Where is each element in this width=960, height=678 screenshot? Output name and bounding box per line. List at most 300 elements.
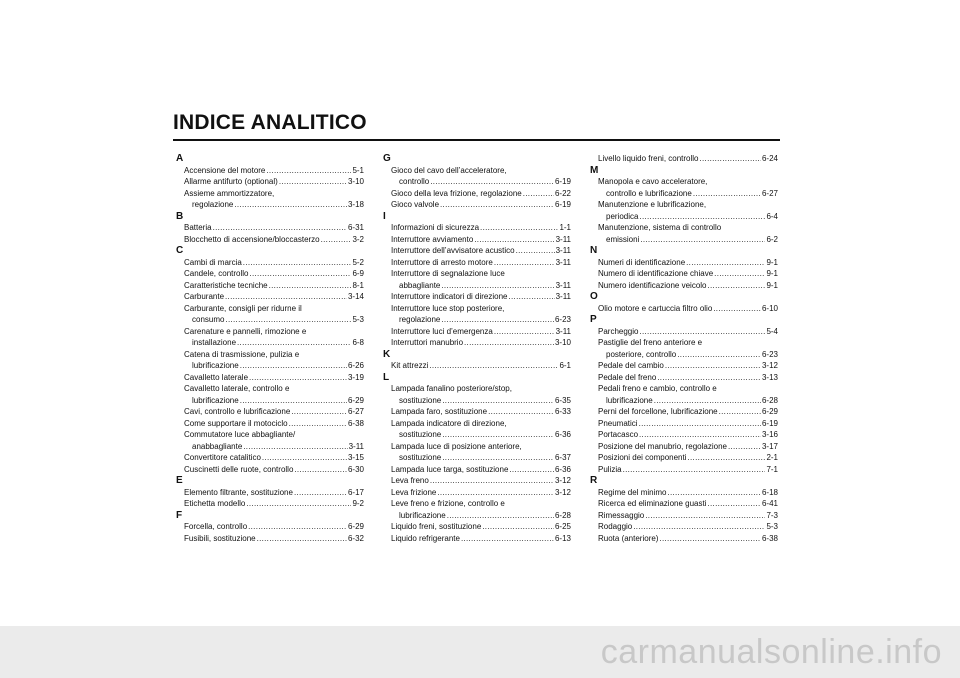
dot-leader [243, 441, 347, 453]
entry-heading-line: Carburante, consigli per ridurne il [184, 303, 302, 313]
dot-leader [488, 406, 554, 418]
entry-page-number: 3-11 [555, 234, 571, 244]
entry-page-number: 5-3 [766, 522, 778, 531]
index-entry [590, 222, 778, 245]
dot-leader [657, 372, 761, 384]
entry-page-number: 6-1 [559, 361, 571, 370]
entry-heading-line: Lampada indicatore di direzione, [391, 418, 507, 428]
entry-page-number: 3-11 [555, 292, 571, 301]
index-section [383, 211, 571, 349]
entry-page-number: 6-30 [347, 464, 364, 474]
dot-leader [713, 303, 761, 315]
entry-heading-line: Lampada fanalino posteriore/stop, [391, 384, 512, 393]
index-entry [383, 326, 571, 338]
dot-leader [249, 268, 351, 280]
entry-label: sostituzione [399, 430, 442, 439]
dot-leader [719, 406, 761, 418]
dot-leader [654, 395, 761, 407]
entry-page-number: 3-19 [347, 372, 364, 382]
entry-page-number: 6-23 [761, 349, 778, 359]
entry-label: Numeri di identificazione [598, 257, 686, 267]
entry-label: Numero di identificazione chiave [598, 269, 714, 278]
entry-page-number: 5-1 [352, 165, 364, 175]
entry-label: lubrificazione [192, 395, 239, 405]
entry-page-number: 6-4 [766, 211, 778, 221]
dot-leader [494, 326, 555, 338]
dot-leader [523, 188, 554, 200]
entry-label: emissioni [606, 234, 640, 244]
watermark-banner [0, 626, 960, 678]
entry-page-number: 3-11 [555, 257, 571, 267]
entry-label: installazione [192, 338, 237, 347]
dot-leader [291, 406, 347, 418]
entry-page-number: 3-2 [352, 234, 364, 244]
index-entry [176, 452, 364, 464]
dot-leader [688, 452, 766, 464]
dot-leader [262, 452, 347, 464]
index-entry [176, 498, 364, 510]
section-letter: C [176, 245, 184, 256]
index-entry [383, 234, 571, 246]
entry-label: Numero identificazione veicolo [598, 280, 707, 290]
entry-label: abbagliante [399, 280, 441, 290]
dot-leader [240, 395, 347, 407]
entry-label: Gioco valvole [391, 200, 440, 209]
entry-label: sostituzione [399, 395, 442, 405]
entry-page-number: 6-33 [554, 407, 571, 416]
index-entry [590, 153, 778, 165]
entry-page-number: 6-29 [347, 395, 364, 405]
section-letter: P [590, 314, 597, 325]
dot-leader [294, 464, 347, 476]
entry-page-number: 6-17 [347, 487, 364, 497]
section-letter: A [176, 153, 184, 164]
index-entry [176, 257, 364, 269]
entry-label: Kit attrezzi [391, 361, 429, 370]
index-entry [590, 498, 778, 510]
entry-page-number: 3-11 [348, 441, 364, 451]
dot-leader [430, 176, 554, 188]
section-letter: E [176, 475, 183, 486]
entry-heading-line: Gioco del cavo dell’acceleratore, [391, 165, 507, 175]
index-column-3 [590, 153, 778, 544]
watermark-text: carmanualsonline.info [600, 633, 942, 671]
entry-page-number: 5-2 [352, 257, 364, 267]
entry-page-number: 6-2 [766, 234, 778, 244]
entry-page-number: 5-4 [766, 326, 778, 336]
dot-leader [213, 222, 347, 234]
entry-label: Gioco della leva frizione, regolazione [391, 188, 522, 198]
dot-leader [266, 165, 351, 177]
entry-label: posteriore, controllo [606, 349, 677, 359]
entry-label: Posizioni dei componenti [598, 453, 687, 462]
dot-leader [461, 533, 554, 545]
entry-label: Batteria [184, 223, 212, 232]
index-entry [590, 533, 778, 545]
index-column-2 [383, 153, 571, 544]
entry-page-number: 6-28 [554, 510, 571, 520]
entry-label: Carburante [184, 292, 225, 301]
dot-leader [708, 498, 761, 510]
index-entry [590, 326, 778, 338]
dot-leader [441, 280, 554, 292]
entry-page-number: 6-37 [554, 453, 571, 462]
dot-leader [289, 418, 347, 430]
entry-label: Leva freno [391, 476, 429, 485]
entry-label: Liquido freni, sostituzione [391, 522, 482, 531]
entry-label: Fusibili, sostituzione [184, 533, 256, 543]
entry-label: consumo [192, 315, 225, 324]
entry-page-number: 6-36 [554, 430, 571, 439]
dot-leader [645, 510, 765, 522]
dot-leader [237, 337, 351, 349]
dot-leader [442, 452, 554, 464]
entry-page-number: 7-1 [766, 464, 778, 474]
entry-page-number: 3-10 [554, 338, 571, 347]
entry-label: Blocchetto di accensione/bloccasterzo [184, 234, 320, 244]
entry-label: Posizione del manubrio, regolazione [598, 441, 727, 451]
entry-label: Pneumatici [598, 418, 638, 428]
entry-heading-line: Lampada luce di posizione anteriore, [391, 441, 522, 451]
entry-label: Leva frizione [391, 487, 437, 497]
index-entry [383, 464, 571, 476]
index-entry [383, 303, 571, 326]
index-entry [383, 222, 571, 234]
entry-label: Candele, controllo [184, 269, 249, 278]
index-entry [176, 533, 364, 545]
section-letter: R [590, 475, 598, 486]
entry-heading-line: Catena di trasmissione, pulizia e [184, 349, 300, 359]
index-entry [176, 383, 364, 406]
index-entry [590, 464, 778, 476]
section-letter: N [590, 245, 598, 256]
entry-heading-line: Assieme ammortizzatore, [184, 188, 275, 198]
dot-leader [240, 360, 347, 372]
entry-page-number: 9-2 [352, 499, 364, 508]
entry-label: Interruttore di arresto motore [391, 257, 493, 267]
dot-leader [665, 360, 761, 372]
index-entry [176, 464, 364, 476]
dot-leader [640, 234, 765, 246]
entry-label: Accensione del motore [184, 165, 266, 175]
entry-heading-line: Leve freno e frizione, controllo e [391, 499, 505, 508]
dot-leader [279, 176, 347, 188]
index-entry [383, 487, 571, 499]
index-entry [590, 383, 778, 406]
entry-label: Olio motore e cartuccia filtro olio [598, 303, 713, 313]
index-entry [383, 521, 571, 533]
entry-label: anabbagliante [192, 441, 243, 451]
entry-heading-line: Manutenzione e lubrificazione, [598, 200, 707, 209]
index-entry [383, 245, 571, 257]
dot-leader [639, 429, 761, 441]
index-entry [176, 165, 364, 177]
index-entry [590, 360, 778, 372]
entry-page-number: 3-12 [554, 476, 571, 485]
index-section [383, 349, 571, 372]
entry-heading-line: Pastiglie del freno anteriore e [598, 338, 703, 347]
index-entry [383, 188, 571, 200]
index-entry [590, 441, 778, 453]
index-entry [176, 521, 364, 533]
entry-label: Interruttore avviamento [391, 234, 474, 244]
entry-page-number: 6-38 [347, 418, 364, 428]
dot-leader [225, 314, 351, 326]
dot-leader [442, 429, 554, 441]
entry-page-number: 6-8 [352, 338, 364, 347]
index-section [383, 372, 571, 545]
entry-label: Interruttore indicatori di direzione [391, 292, 508, 301]
index-section [590, 165, 778, 246]
entry-heading-line: Commutatore luce abbagliante/ [184, 430, 296, 439]
entry-label: Forcella, controllo [184, 522, 248, 531]
dot-leader [686, 257, 765, 269]
dot-leader [667, 487, 761, 499]
entry-page-number: 3-11 [555, 326, 571, 336]
dot-leader [714, 268, 765, 280]
entry-page-number: 6-19 [554, 177, 571, 186]
index-entry [176, 429, 364, 452]
entry-page-number: 6-25 [554, 522, 571, 531]
entry-heading-line: Carenature e pannelli, rimozione e [184, 326, 307, 336]
dot-leader [700, 153, 761, 165]
index-entry [590, 521, 778, 533]
entry-page-number: 3-17 [761, 441, 778, 451]
entry-label: lubrificazione [606, 395, 653, 405]
entry-page-number: 6-29 [761, 407, 778, 416]
dot-leader [482, 521, 554, 533]
index-entry [383, 475, 571, 487]
entry-label: regolazione [192, 200, 234, 209]
index-entry [176, 176, 364, 188]
entry-label: Rodaggio [598, 522, 633, 531]
dot-leader [243, 257, 352, 269]
dot-leader [480, 222, 558, 234]
entry-label: Perni del forcellone, lubrificazione [598, 407, 718, 416]
entry-heading-line: Pedali freno e cambio, controllo e [598, 384, 717, 393]
index-column-1 [176, 153, 364, 544]
entry-page-number: 6-22 [554, 188, 571, 198]
index-entry [590, 268, 778, 280]
entry-heading-line: Interruttore luce stop posteriore, [391, 303, 505, 313]
index-entry [176, 349, 364, 372]
index-section [176, 245, 364, 475]
index-section [590, 475, 778, 544]
dot-leader [639, 326, 765, 338]
index-entry [383, 257, 571, 269]
entry-page-number: 9-1 [766, 269, 778, 278]
index-entry [176, 418, 364, 430]
entry-page-number: 3-18 [347, 200, 364, 209]
page-title: INDICE ANALITICO [173, 111, 367, 134]
index-entry [383, 199, 571, 211]
entry-page-number: 6-24 [761, 154, 778, 163]
entry-label: Cavalletto laterale [184, 372, 249, 382]
section-letter: L [383, 371, 390, 383]
entry-label: Elemento filtrante, sostituzione [184, 487, 293, 497]
entry-page-number: 6-27 [761, 188, 778, 198]
entry-page-number: 3-12 [554, 487, 571, 497]
entry-label: Informazioni di sicurezza [391, 223, 480, 232]
entry-label: Rimessaggio [598, 510, 645, 520]
entry-label: Parcheggio [598, 326, 639, 336]
dot-leader [693, 188, 761, 200]
dot-leader [708, 280, 766, 292]
index-section [176, 211, 364, 246]
entry-page-number: 6-31 [347, 223, 364, 232]
dot-leader [447, 510, 554, 522]
dot-leader [494, 257, 555, 269]
index-entry [176, 222, 364, 234]
dot-leader [659, 533, 761, 545]
index-entry [176, 487, 364, 499]
index-entry [176, 326, 364, 349]
index-entry [590, 257, 778, 269]
entry-label: Convertitore catalitico [184, 453, 261, 462]
entry-page-number: 3-13 [761, 372, 778, 382]
entry-page-number: 6-35 [554, 395, 571, 405]
entry-page-number: 3-15 [347, 453, 364, 462]
index-entry [590, 429, 778, 441]
entry-page-number: 6-29 [347, 522, 364, 531]
dot-leader [269, 280, 352, 292]
entry-label: Cavi, controllo e lubrificazione [184, 407, 291, 416]
dot-leader [633, 521, 765, 533]
dot-leader [639, 211, 765, 223]
index-entry [383, 383, 571, 406]
entry-label: lubrificazione [192, 361, 239, 370]
index-entry [383, 360, 571, 372]
entry-label: Pedale del cambio [598, 361, 664, 370]
entry-label: Caratteristiche tecniche [184, 280, 268, 290]
entry-page-number: 6-26 [347, 361, 364, 370]
dot-leader [248, 521, 347, 533]
entry-page-number: 6-13 [554, 533, 571, 543]
dot-leader [257, 533, 347, 545]
entry-page-number: 6-23 [554, 315, 571, 324]
entry-page-number: 2-1 [766, 453, 778, 462]
entry-label: Lampada faro, sostituzione [391, 407, 488, 416]
entry-page-number: 6-28 [761, 395, 778, 405]
index-entry [590, 487, 778, 499]
entry-label: Liquido refrigerante [391, 533, 460, 543]
index-entry [590, 372, 778, 384]
entry-label: controllo e lubrificazione [606, 188, 692, 198]
entry-label: Pedale del freno [598, 372, 657, 382]
index-entry [383, 441, 571, 464]
entry-page-number: 6-41 [761, 499, 778, 508]
dot-leader [509, 464, 554, 476]
dot-leader [225, 291, 347, 303]
index-entry [383, 291, 571, 303]
entry-label: Etichetta modello [184, 499, 246, 508]
entry-page-number: 6-19 [554, 200, 571, 209]
index-section [383, 153, 571, 211]
dot-leader [294, 487, 347, 499]
entry-page-number: 8-1 [352, 280, 364, 290]
index-entry [590, 199, 778, 222]
entry-label: sostituzione [399, 453, 442, 462]
dot-leader [249, 372, 347, 384]
section-letter: F [176, 509, 183, 521]
dot-leader [246, 498, 351, 510]
entry-label: Lampada luce targa, sostituzione [391, 464, 509, 474]
index-section [590, 245, 778, 291]
entry-label: Come supportare il motociclo [184, 418, 288, 428]
index-entry [176, 303, 364, 326]
dot-leader [516, 245, 555, 257]
entry-page-number: 6-38 [761, 533, 778, 543]
index-entry [176, 291, 364, 303]
section-letter: O [590, 291, 598, 302]
section-letter: I [383, 210, 386, 222]
entry-page-number: 6-19 [761, 418, 778, 428]
entry-label: Portacasco [598, 430, 639, 439]
dot-leader [429, 360, 558, 372]
index-entry [590, 280, 778, 292]
section-letter: M [590, 164, 599, 176]
index-entry [383, 498, 571, 521]
index-entry [590, 418, 778, 430]
entry-label: Interruttore luci d’emergenza [391, 326, 493, 336]
entry-page-number: 5-3 [352, 315, 364, 324]
index-entry [176, 188, 364, 211]
dot-leader [442, 395, 554, 407]
entry-label: Regime del minimo [598, 487, 667, 497]
entry-label: controllo [399, 177, 430, 186]
dot-leader [464, 337, 554, 349]
entry-label: regolazione [399, 315, 441, 324]
entry-page-number: 3-10 [347, 177, 364, 186]
index-section [590, 291, 778, 314]
entry-label: Pulizia [598, 464, 622, 474]
index-entry [383, 533, 571, 545]
dot-leader [639, 418, 761, 430]
index-section [590, 314, 778, 475]
index-entry [590, 510, 778, 522]
entry-page-number: 6-27 [347, 407, 364, 416]
dot-leader [623, 464, 766, 476]
dot-leader [437, 487, 554, 499]
entry-page-number: 3-16 [761, 430, 778, 439]
index-section [590, 153, 778, 165]
entry-page-number: 3-12 [761, 361, 778, 370]
index-entry [590, 176, 778, 199]
entry-heading-line: Manutenzione, sistema di controllo [598, 223, 722, 232]
dot-leader [321, 234, 352, 246]
index-entry [176, 234, 364, 246]
entry-page-number: 9-1 [766, 257, 778, 267]
entry-page-number: 6-10 [761, 303, 778, 313]
dot-leader [440, 199, 554, 211]
entry-page-number: 1-1 [559, 223, 571, 232]
entry-page-number: 7-3 [766, 510, 778, 520]
entry-label: Allarme antifurto (optional) [184, 177, 278, 186]
entry-page-number: 6-9 [352, 269, 364, 278]
entry-heading-line: Cavalletto laterale, controllo e [184, 384, 290, 393]
entry-page-number: 6-36 [554, 464, 571, 474]
entry-page-number: 9-1 [766, 280, 778, 290]
dot-leader [509, 291, 555, 303]
entry-page-number: 3-11 [555, 246, 571, 255]
entry-label: Ricerca ed eliminazione guasti [598, 499, 707, 508]
entry-page-number: 3-11 [555, 280, 571, 290]
entry-label: Ruota (anteriore) [598, 533, 659, 543]
index-entry [590, 406, 778, 418]
index-entry [176, 268, 364, 280]
index-entry [383, 268, 571, 291]
index-section [176, 510, 364, 545]
